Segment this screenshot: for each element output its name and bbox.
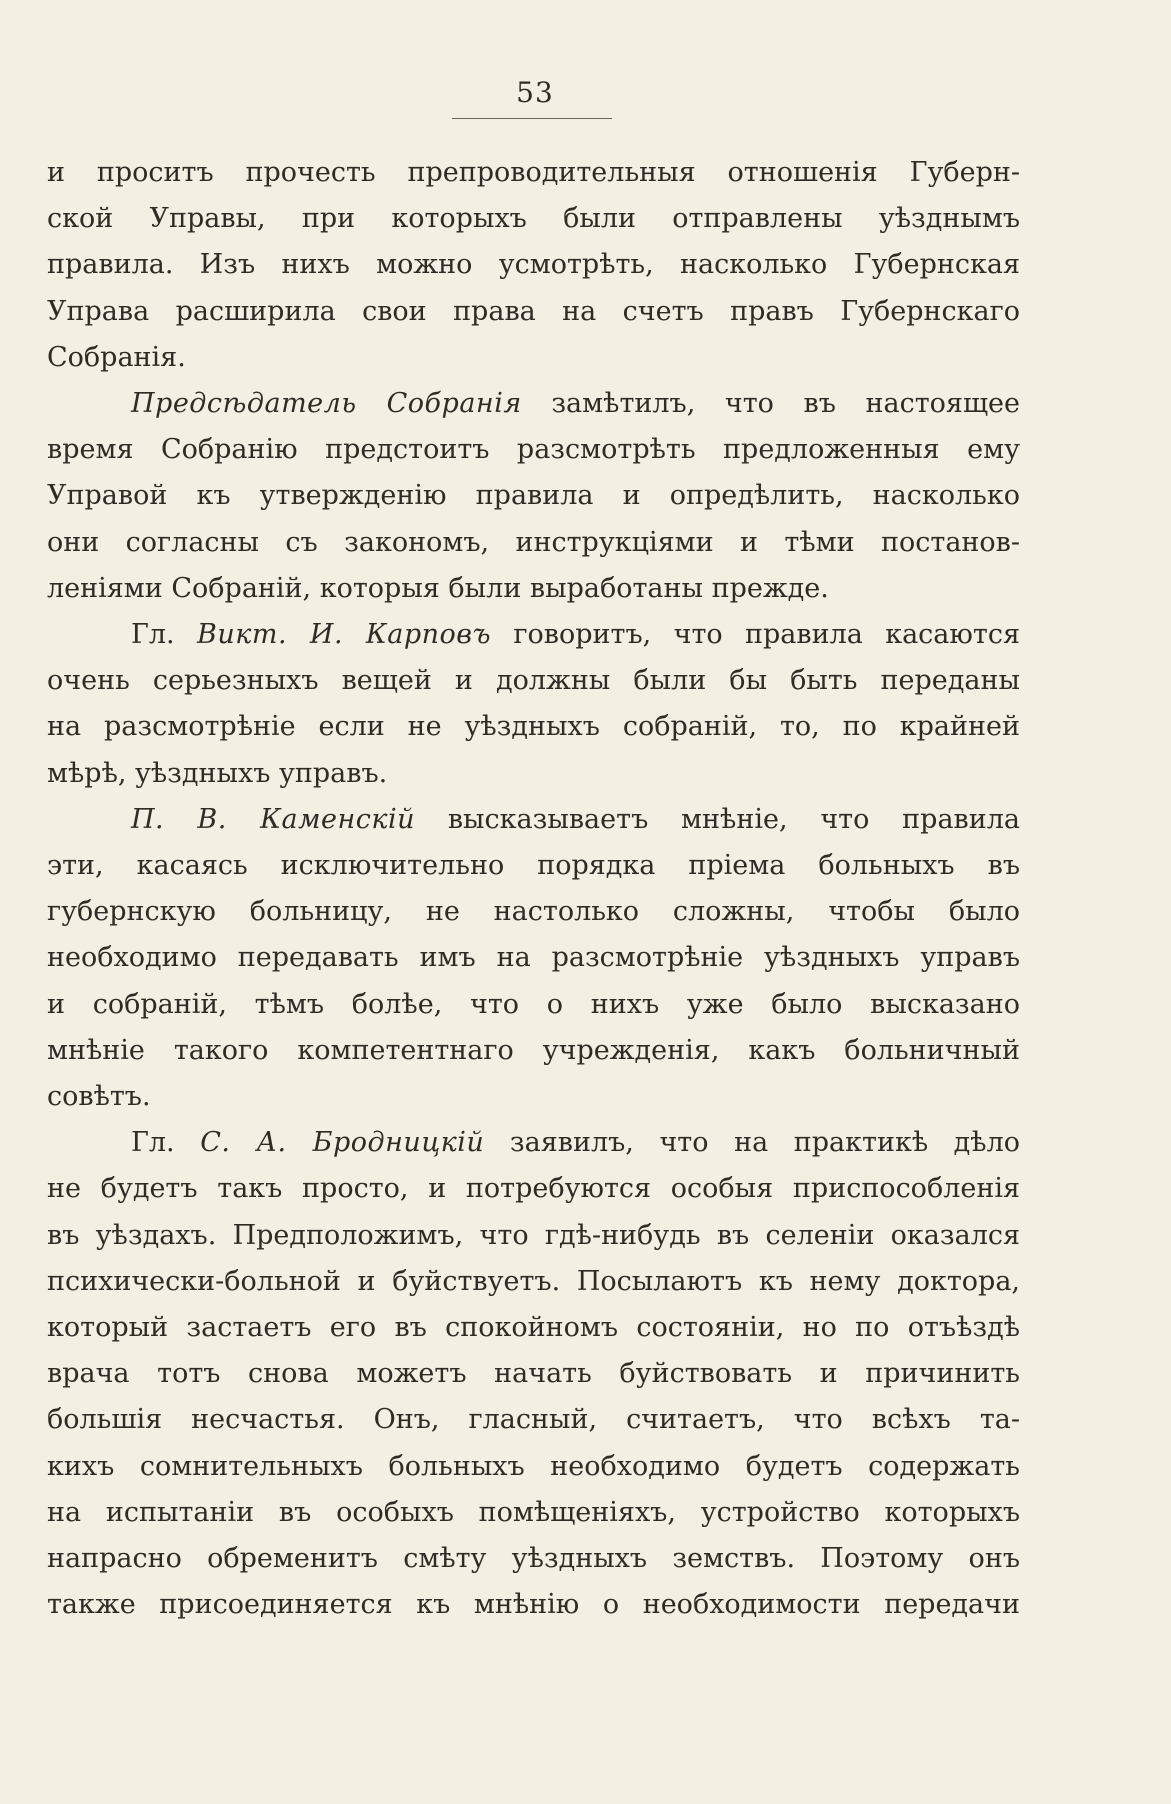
text-line: очень серьезныхъ вещей и должны были бы быть переданы <box>47 665 1020 697</box>
text-line: П. В. Каменскій высказываетъ мнѣніе, что правила <box>131 803 1020 835</box>
speaker-name: П. В. Каменскій <box>131 803 416 835</box>
text-line: не будетъ такъ просто, и потребуются особыя приспособленія <box>47 1173 1020 1205</box>
speaker-name: Викт. И. Карповъ <box>196 619 492 651</box>
text-line: который застаетъ его въ спокойномъ состояніи, но по отъѣздѣ <box>47 1312 1020 1344</box>
text-line: правила. Изъ нихъ можно усмотрѣть, насколько Губернская <box>47 249 1020 281</box>
paragraph-4 <box>47 797 1020 1120</box>
text-line: мѣрѣ, уѣздныхъ управъ. <box>47 757 388 789</box>
speaker-name: С. А. Бродницкій <box>200 1127 485 1159</box>
text-line: Управа расширила свои права на счетъ правъ Губернскаго <box>47 295 1020 327</box>
paragraph-5 <box>47 1120 1020 1628</box>
text-line: Предсѣдатель Собранія замѣтилъ, что въ настоящее <box>131 388 1021 420</box>
text-line: мнѣніе такого компетентнаго учрежденія, какъ больничный <box>47 1034 1020 1066</box>
text-line: психически-больной и буйствуетъ. Посылаютъ къ нему доктора, <box>47 1265 1020 1297</box>
text-line: большія несчастья. Онъ, гласный, считаетъ, что всѣхъ та- <box>47 1404 1020 1436</box>
text-line: совѣтъ. <box>47 1081 151 1113</box>
text-line: въ уѣздахъ. Предположимъ, что гдѣ-нибудь въ селеніи оказался <box>47 1219 1020 1251</box>
text-line: необходимо передавать имъ на разсмотрѣніе уѣздныхъ управъ <box>47 942 1020 974</box>
text-line: Собранія. <box>47 341 186 373</box>
text-line: время Собранію предстоитъ разсмотрѣть предложенныя ему <box>47 434 1020 466</box>
text-line: Гл. С. А. Бродницкій заявилъ, что на практикѣ дѣло <box>131 1127 1020 1159</box>
text-line: губернскую больницу, не настолько сложны, чтобы было <box>47 896 1020 928</box>
text-line: леніями Собраній, которыя были выработаны прежде. <box>47 572 829 604</box>
text-line: также присоединяется къ мнѣнію о необходимости передачи <box>47 1589 1020 1621</box>
header-rule <box>452 118 612 119</box>
text-line: и проситъ прочесть препроводительныя отношенія Губерн- <box>47 157 1020 188</box>
text-line: на испытаніи въ особыхъ помѣщеніяхъ, устройство которыхъ <box>47 1496 1020 1528</box>
text-line: ской Управы, при которыхъ были отправлены уѣзднымъ <box>47 203 1020 235</box>
text-line: напрасно обременитъ смѣту уѣздныхъ земствъ. Поэтому онъ <box>47 1543 1020 1575</box>
page-number: 53 <box>516 76 554 109</box>
paragraph-1 <box>47 150 1020 381</box>
text-line: на разсмотрѣніе если не уѣздныхъ собраній, то, по крайней <box>47 711 1020 743</box>
text-line: они согласны съ закономъ, инструкціями и тѣми постанов- <box>47 526 1020 558</box>
text-line: эти, касаясь исключительно порядка пріема больныхъ въ <box>47 850 1020 882</box>
text-line: кихъ сомнительныхъ больныхъ необходимо будетъ содержать <box>47 1450 1020 1482</box>
text-line: Гл. Викт. И. Карповъ говоритъ, что правила касаются <box>131 619 1020 651</box>
paragraph-3 <box>47 612 1020 797</box>
text-line: и собраній, тѣмъ болѣе, что о нихъ уже было высказано <box>47 988 1020 1020</box>
text-line: врача тотъ снова можетъ начать буйствовать и причинить <box>47 1358 1020 1390</box>
paragraph-2 <box>47 381 1020 612</box>
page-body <box>47 150 1020 1629</box>
speaker-name: Предсѣдатель Собранія <box>131 388 522 420</box>
text-line: Управой къ утвержденію правила и опредѣлить, насколько <box>47 480 1020 512</box>
